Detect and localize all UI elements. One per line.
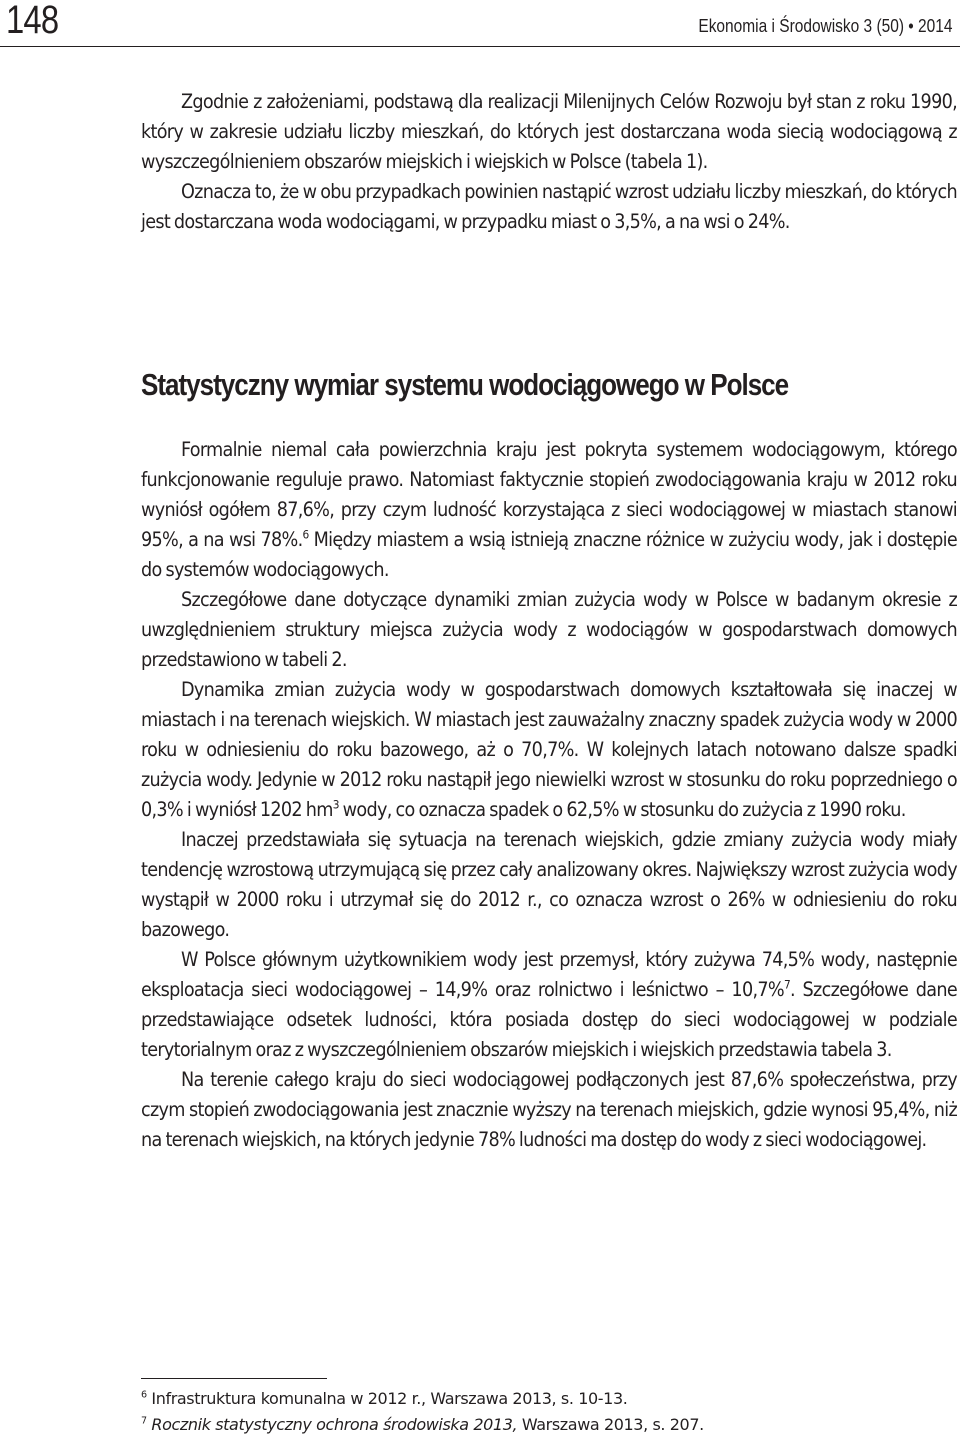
footnote-6-text: Infrastruktura komunalna w 2012 r., Warszawa 2013, s. 10-13. — [146, 1389, 628, 1408]
section-body — [141, 435, 957, 1155]
footnotes — [141, 1386, 957, 1438]
body-paragraph-1-b: Między miastem a wsią istnieją znaczne różnice w zużyciu wody, jak i dostępie do systemów wodociągowych. — [141, 528, 957, 581]
journal-title: Ekonomia i Środowisko 3 (50) • 2014 — [697, 16, 952, 36]
footnote-6 — [141, 1386, 957, 1412]
page-header — [0, 0, 960, 48]
body-paragraph-5-b: . Szczegółowe dane przedstawiające odsetek ludności, która posiada dostęp do sieci wodociągowej w podziale terytorialnym oraz z wyszczególnieniem obszarów miejskich i wiejskich przedstawia tabela 3. — [141, 978, 957, 1061]
body-paragraph-3-b: wody, co oznacza spadek o 62,5% w stosunku do zużycia z 1990 roku. — [338, 798, 906, 821]
page-number: 148 — [6, 0, 59, 42]
section-heading: Statystyczny wymiar systemu wodociągowego w Polsce — [141, 367, 789, 402]
body-paragraph-4: Inaczej przedstawiała się sytuacja na terenach wiejskich, gdzie zmiany zużycia wody miały tendencję wzrostową utrzymującą się przez cały analizowany okres. Największy wzrost zużycia wody wystąpił w 2000 roku i utrzymał się do 2012 r., co oznacza wzrost o 26% w odniesieniu do roku bazowego. — [141, 828, 957, 941]
body-paragraph-1-a: Formalnie niemal cała powierzchnia kraju jest pokryta systemem wodociągowym, którego funkcjonowanie reguluje prawo. Natomiast faktycznie stopień zwodociągowania kraju w 2012 roku wyniósł ogółem 87,6%, przy czym ludność korzystająca z sieci wodociągowej w miastach stanowi 95%, a na wsi 78%. — [141, 438, 957, 551]
footnote-ref-7: 7 — [783, 977, 790, 992]
body-paragraph-3-a: Dynamika zmian zużycia wody w gospodarstwach domowych kształtowała się inaczej w miastach i na terenach wiejskich. W miastach jest zauważalny znaczny spadek zużycia wody w 2000 roku w odniesieniu do roku bazowego, aż o 70,7%. W kolejnych latach notowano dalsze spadki zużycia wody. Jedynie w 2012 roku nastąpił jego niewielki wzrost w stosunku do roku poprzedniego o 0,3% i wyniósł 1202 hm — [141, 678, 957, 821]
intro-text — [141, 87, 957, 237]
footnote-rule — [141, 1378, 327, 1379]
footnote-7-text: Warszawa 2013, s. 207. — [517, 1415, 704, 1434]
body-paragraph-6: Na terenie całego kraju do sieci wodociągowej podłączonych jest 87,6% społeczeństwa, przy czym stopień zwodociągowania jest znacznie wyższy na terenach miejskich, gdzie wynosi 95,4%, niż na terenach wiejskich, na których jedynie 78% ludności ma dostęp do wody z sieci wodociągowej. — [141, 1068, 957, 1151]
body-paragraph-3 — [141, 675, 957, 825]
intro-paragraph-2: Oznacza to, że w obu przypadkach powinien nastąpić wzrost udziału liczby mieszkań, do których jest dostarczana woda wodociągami, w przypadku miast o 3,5%, a na wsi o 24%. — [141, 180, 957, 233]
body-paragraph-2: Szczegółowe dane dotyczące dynamiki zmian zużycia wody w Polsce w badanym okresie z uwzględnieniem struktury miejsca zużycia wody z wodociągów w gospodarstwach domowych przedstawiono w tabeli 2. — [141, 588, 957, 671]
header-rule — [0, 46, 960, 47]
footnote-7 — [141, 1412, 957, 1438]
body-paragraph-5 — [141, 945, 957, 1065]
superscript-3: 3 — [332, 797, 339, 812]
footnote-ref-6: 6 — [302, 527, 309, 542]
footnote-mark-7: 7 — [141, 1415, 147, 1427]
body-paragraph-5-a: W Polsce głównym użytkownikiem wody jest przemysł, który zużywa 74,5% wody, następnie eksploatacja sieci wodociągowej – 14,9% oraz rolnictwo i leśnictwo – 10,7% — [141, 948, 957, 1001]
body-paragraph-1 — [141, 435, 957, 585]
footnote-7-title: Rocznik statystyczny ochrona środowiska 2013, — [151, 1415, 518, 1434]
intro-paragraph-1: Zgodnie z założeniami, podstawą dla realizacji Milenijnych Celów Rozwoju był stan z roku 1990, który w zakresie udziału liczby mieszkań, do których jest dostarczana woda siecią wodociągową z wyszczególnieniem obszarów miejskich i wiejskich w Polsce (tabela 1). — [141, 90, 957, 173]
footnote-mark-6: 6 — [141, 1389, 147, 1401]
